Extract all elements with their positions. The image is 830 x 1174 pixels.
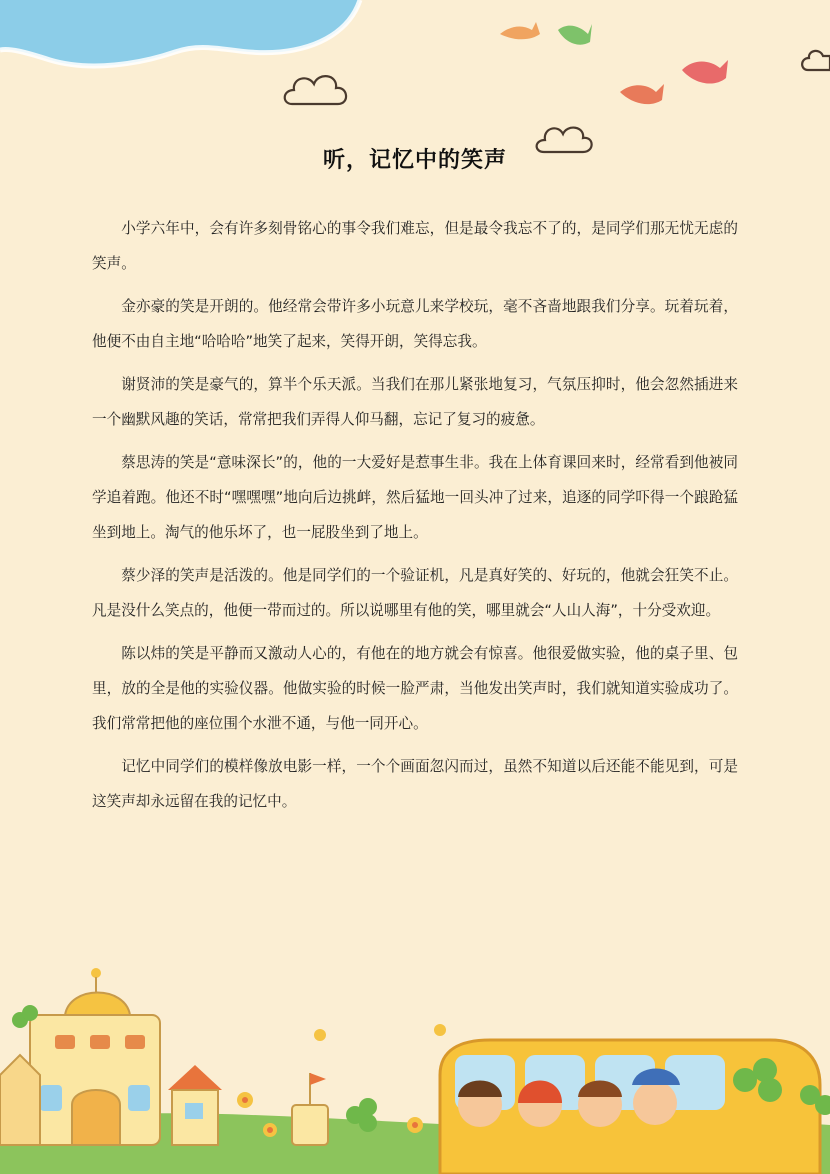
paragraph: 记忆中同学们的模样像放电影一样，一个个画面忽闪而过，虽然不知道以后还能不能见到，可是这笑声却永远留在我的记忆中。 bbox=[92, 758, 738, 810]
bottom-decoration bbox=[0, 955, 830, 1174]
article-body bbox=[92, 212, 738, 828]
paragraph: 蔡少泽的笑声是活泼的。他是同学们的一个验证机，凡是真好笑的、好玩的，他就会狂笑不止。凡是没什么笑点的，他便一带而过的。所以说哪里有他的笑，哪里就会“人山人海”，十分受欢迎。 bbox=[92, 567, 738, 619]
paragraph: 蔡思涛的笑是“意味深长”的，他的一大爱好是惹事生非。我在上体育课回来时，经常看到他被同学追着跑。他还不时“嘿嘿嘿”地向后边挑衅，然后猛地一回头冲了过来，追逐的同学吓得一个踉跄猛坐到地上。淘气的他乐坏了，也一屁股坐到了地上。 bbox=[92, 454, 738, 541]
sky-wave bbox=[0, 0, 360, 66]
paragraph: 陈以炜的笑是平静而又激动人心的，有他在的地方就会有惊喜。他很爱做实验，他的桌子里、包里，放的全是他的实验仪器。他做实验的时候一脸严肃，当他发出笑声时，我们就知道实验成功了。我们常常把他的座位围个水泄不通，与他一同开心。 bbox=[92, 645, 738, 732]
paragraph: 金亦豪的笑是开朗的。他经常会带许多小玩意儿来学校玩，毫不吝啬地跟我们分享。玩着玩着，他便不由自主地“哈哈哈”地笑了起来，笑得开朗，笑得忘我。 bbox=[92, 298, 738, 350]
paragraph: 谢贤沛的笑是豪气的，算半个乐天派。当我们在那儿紧张地复习，气氛压抑时，他会忽然插进来一个幽默风趣的笑话，常常把我们弄得人仰马翻，忘记了复习的疲惫。 bbox=[92, 376, 738, 428]
page-title: 听，记忆中的笑声 bbox=[322, 147, 507, 173]
paragraph: 小学六年中，会有许多刻骨铭心的事令我们难忘，但是最令我忘不了的，是同学们那无忧无虑的笑声。 bbox=[92, 220, 738, 272]
cloud-outline-icon bbox=[285, 51, 830, 152]
bird-icon bbox=[500, 22, 728, 104]
